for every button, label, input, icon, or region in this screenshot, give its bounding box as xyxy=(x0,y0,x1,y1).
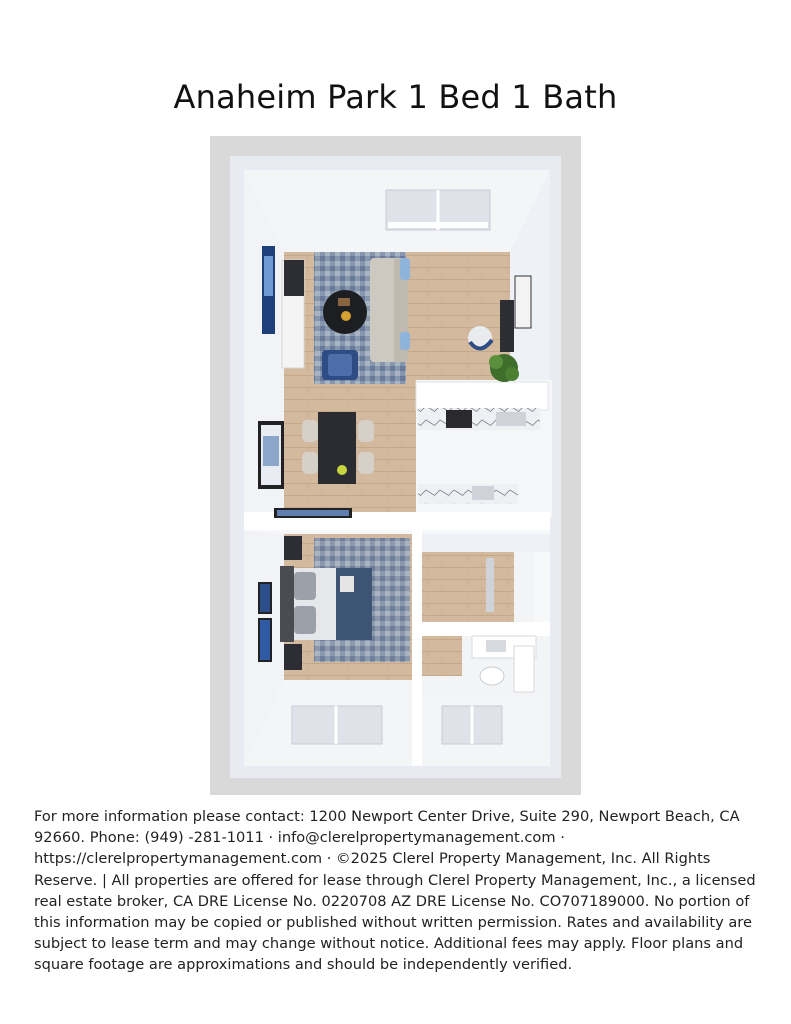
bath-sink xyxy=(486,640,506,652)
floor-plan-image xyxy=(210,136,581,795)
toilet xyxy=(480,667,504,685)
kitchen-counter-lower xyxy=(418,484,518,504)
tv-stand xyxy=(284,260,304,296)
closet-floor xyxy=(422,552,514,622)
page-title: Anaheim Park 1 Bed 1 Bath xyxy=(173,78,618,116)
cooktop xyxy=(446,410,472,428)
sink xyxy=(496,412,526,426)
wall-art-right xyxy=(515,276,531,328)
contact-disclaimer: For more information please contact: 1200 Newport Center Drive, Suite 290, Newport Beach, CA 92660. Phone: (949) -281-1011 · info@clerelpropertymanagement.com · https://clerelpropertymanagement.com · ©2025 Clerel Property Management, Inc. All Rights Reserve. | All properties are offered for lease through Clerel Property Management, Inc., a licensed real estate broker, CA DRE License No. 0220708 AZ DRE License No. CO707189000. No portion of this information may be copied or published without written permission. Rates and availability are subject to lease term and may change without notice. Additional fees may apply. Floor plans and square footage are approximations and should be independently verified. xyxy=(34,808,756,974)
dining-table xyxy=(318,412,356,484)
